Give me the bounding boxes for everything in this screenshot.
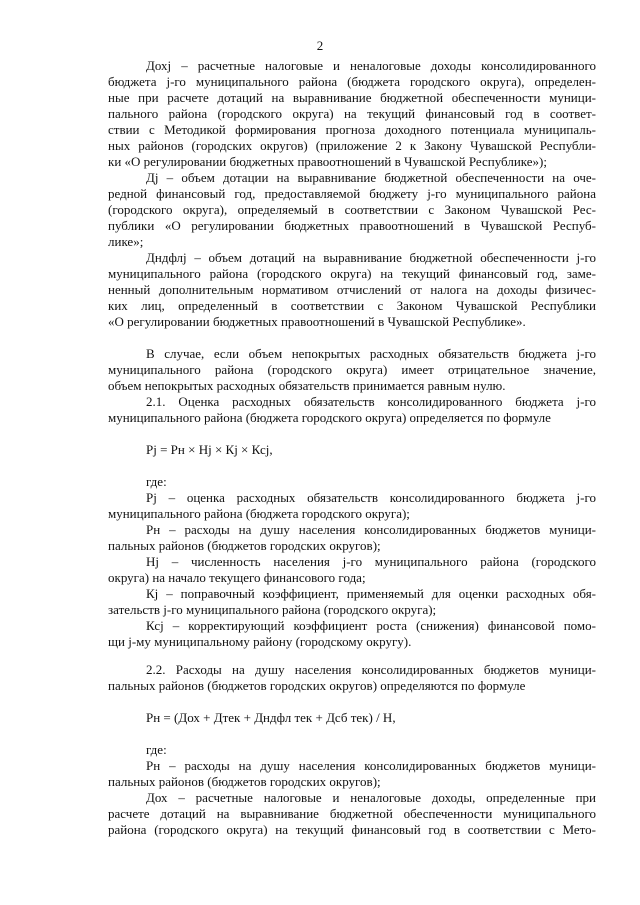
text-line: Дох – расчетные налоговые и неналоговые доходы, определенные при bbox=[146, 790, 596, 805]
text-line: ных районов (городских округов) (приложение 2 к Закону Чувашской Республи- bbox=[108, 138, 596, 153]
text-line: Рн = (Дох + Дтек + Дндфл тек + Дсб тек) / Н, bbox=[146, 710, 396, 725]
text-line: 2.1. Оценка расходных обязательств консолидированного бюджета j-го bbox=[146, 394, 596, 409]
text-line: зательств j-го муниципального района (городского округа); bbox=[108, 602, 437, 617]
text-line: где: bbox=[146, 742, 167, 757]
text-line: бюджета j-го муниципального района (бюджета городского округа), определен- bbox=[108, 74, 596, 89]
text-line: ки «О регулировании бюджетных правоотношений в Чувашской Республике»); bbox=[108, 154, 547, 169]
text-line: пальных районов (бюджетов городских округов); bbox=[108, 774, 381, 789]
text-line: муниципального района (бюджета городского округа) определяется по формуле bbox=[108, 410, 551, 425]
text-line: ких лиц, определенный в соответствии с Законом Чувашской Республики bbox=[108, 298, 596, 313]
text-line: пального района (городского округа) на текущий финансовый год в соответ- bbox=[108, 106, 596, 121]
text-line: муниципального района (городского округа) на текущий финансовый год, заме- bbox=[108, 266, 596, 281]
text-line: Рн – расходы на душу населения консолидированных бюджетов муници- bbox=[146, 758, 596, 773]
text-line: объем непокрытых расходных обязательств принимается равным нулю. bbox=[108, 378, 506, 393]
text-line: «О регулировании бюджетных правоотношений в Чувашской Республике». bbox=[108, 314, 526, 329]
text-line: ствии с Методикой формирования прогноза доходного потенциала муниципаль- bbox=[108, 122, 596, 137]
text-line: 2.2. Расходы на душу населения консолидированных бюджетов муници- bbox=[146, 662, 596, 677]
text-line: ные при расчете дотаций на выравнивание бюджетной обеспеченности муници- bbox=[108, 90, 596, 105]
text-line: пальных районов (бюджетов городских округов) определяются по формуле bbox=[108, 678, 526, 693]
text-line: В случае, если объем непокрытых расходных обязательств бюджета j-го bbox=[146, 346, 596, 361]
text-line: Рн – расходы на душу населения консолидированных бюджетов муници- bbox=[146, 522, 596, 537]
text-line: расчете дотаций на выравнивание бюджетной обеспеченности муниципального bbox=[108, 806, 596, 821]
text-line: пальных районов (бюджетов городских округов); bbox=[108, 538, 381, 553]
text-line: района (городского округа) на текущий финансовый год в соответствии с Мето- bbox=[108, 822, 596, 837]
text-line: редной финансовый год, предоставляемой бюджету j-го муниципального района bbox=[108, 186, 596, 201]
text-line: Дохj – расчетные налоговые и неналоговые доходы консолидированного bbox=[146, 58, 596, 73]
text-line: Кj – поправочный коэффициент, применяемый для оценки расходных обя- bbox=[146, 586, 596, 601]
text-line: публики «О регулировании бюджетных правоотношений в Чувашской Респуб- bbox=[108, 218, 596, 233]
text-line: Ксj – корректирующий коэффициент роста (снижения) финансовой помо- bbox=[146, 618, 596, 633]
text-line: (городского округа), определяемый в соответствии с Законом Чувашской Рес- bbox=[108, 202, 596, 217]
text-line: ненный дополнительным нормативом отчислений от налога на доходы физичес- bbox=[108, 282, 596, 297]
text-line: щи j-му муниципальному району (городскому округу). bbox=[108, 634, 412, 649]
text-line: где: bbox=[146, 474, 167, 489]
page-number: 2 bbox=[316, 38, 324, 53]
text-line: Нj – численность населения j-го муниципального района (городского bbox=[146, 554, 596, 569]
text-line: Рj – оценка расходных обязательств консолидированного бюджета j-го bbox=[146, 490, 596, 505]
text-line: Рj = Рн × Нj × Кj × Ксj, bbox=[146, 442, 273, 457]
text-line: муниципального района (бюджета городского округа); bbox=[108, 506, 410, 521]
text-line: муниципального района (городского округа) имеет отрицательное значение, bbox=[108, 362, 596, 377]
text-line: Дндфлj – объем дотаций на выравнивание бюджетной обеспеченности j-го bbox=[146, 250, 596, 265]
text-line: Дj – объем дотации на выравнивание бюджетной обеспеченности на оче- bbox=[146, 170, 596, 185]
text-line: лике»; bbox=[108, 234, 144, 249]
text-line: округа) на начало текущего финансового года; bbox=[108, 570, 366, 585]
